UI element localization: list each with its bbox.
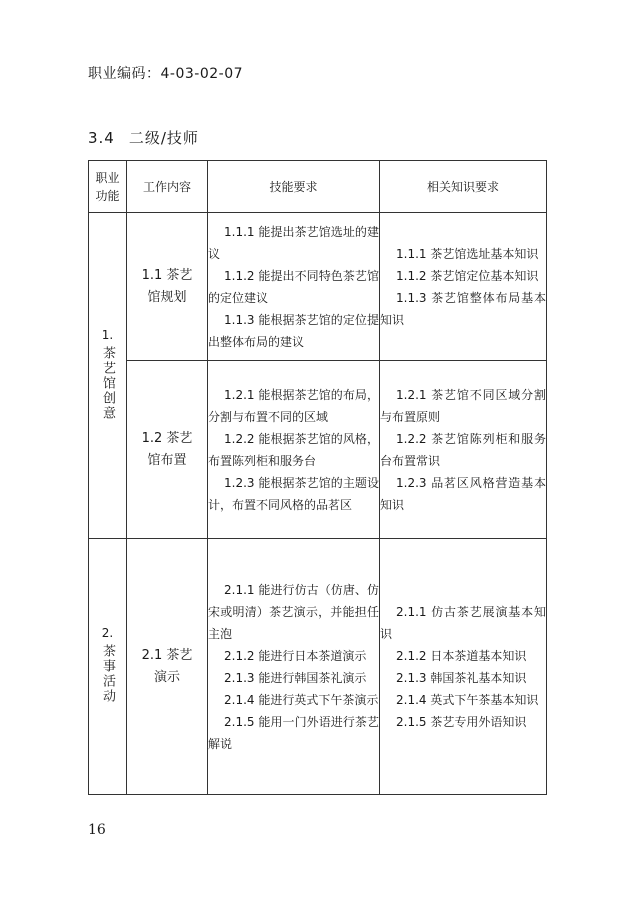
- skill-item: 2.1.2 能进行日本茶道演示: [224, 648, 367, 663]
- skill-item: 1.1.3 能根据茶艺馆的定位提出整体布局的建议: [208, 312, 379, 349]
- knowledge-item: 1.1.2 茶艺馆定位基本知识: [396, 268, 539, 283]
- skill-item: 1.2.2 能根据茶艺馆的风格，布置陈列柜和服务台: [208, 431, 379, 468]
- work-content-line: 演示: [153, 669, 180, 685]
- work-content-cell: [127, 213, 208, 361]
- knowledge-item: 1.2.2 茶艺馆陈列柜和服务台布置常识: [380, 431, 546, 468]
- skill-cell: [208, 213, 380, 361]
- work-content-cell: [127, 539, 208, 795]
- skill-item: 1.1.1 能提出茶艺馆选址的建议: [208, 224, 379, 261]
- knowledge-item: 2.1.3 韩国茶礼基本知识: [396, 670, 527, 685]
- work-content-line: 1.2 茶艺: [141, 430, 193, 446]
- section-heading: [88, 127, 199, 148]
- header-knowledge-requirements: 相关知识要求: [380, 161, 547, 213]
- work-content-line: 馆规划: [147, 289, 187, 305]
- table-row: [89, 361, 547, 539]
- skill-item: 2.1.5 能用一门外语进行茶艺解说: [208, 714, 379, 751]
- knowledge-cell: [380, 539, 547, 795]
- section-title-text: 二级/技师: [128, 129, 199, 147]
- skill-item: 1.1.2 能提出不同特色茶艺馆的定位建议: [208, 268, 379, 305]
- header-function-line1: 职业: [95, 170, 120, 185]
- skill-item: 2.1.3 能进行韩国茶礼演示: [224, 670, 367, 685]
- page-number: 16: [88, 822, 106, 838]
- skill-item: 2.1.1 能进行仿古（仿唐、仿宋或明清）茶艺演示，并能担任主泡: [208, 582, 379, 641]
- function-number: 1.: [101, 327, 114, 342]
- skill-standard-table: [88, 160, 547, 795]
- header-function: [89, 161, 127, 213]
- header-skill-requirements: 技能要求: [208, 161, 380, 213]
- knowledge-item: 2.1.4 英式下午茶基本知识: [396, 692, 539, 707]
- skill-item: 2.1.4 能进行英式下午茶演示: [224, 692, 379, 707]
- table-row: [89, 213, 547, 361]
- knowledge-cell: [380, 361, 547, 539]
- work-content-cell: [127, 361, 208, 539]
- skill-item: 1.2.1 能根据茶艺馆的布局，分割与布置不同的区域: [208, 387, 379, 424]
- knowledge-item: 1.1.3 茶艺馆整体布局基本知识: [380, 290, 546, 327]
- knowledge-cell: [380, 213, 547, 361]
- function-cell-1: [89, 213, 127, 539]
- knowledge-item: 2.1.5 茶艺专用外语知识: [396, 714, 527, 729]
- skill-cell: [208, 361, 380, 539]
- knowledge-item: 1.2.3 品茗区风格营造基本知识: [380, 475, 546, 512]
- function-name: 茶事活动: [100, 644, 115, 704]
- work-content-line: 1.1 茶艺: [141, 267, 193, 283]
- table-row: [89, 539, 547, 795]
- work-content-line: 2.1 茶艺: [141, 647, 193, 663]
- knowledge-item: 2.1.2 日本茶道基本知识: [396, 648, 527, 663]
- function-name: 茶艺馆创意: [100, 345, 115, 421]
- header-function-line2: 功能: [95, 188, 120, 203]
- section-number: 3.4: [88, 129, 115, 147]
- table-header-row: [89, 161, 547, 213]
- function-number: 2.: [101, 626, 114, 640]
- function-cell-2: [89, 539, 127, 795]
- skill-item: 1.2.3 能根据茶艺馆的主题设计，布置不同风格的品茗区: [208, 475, 379, 512]
- knowledge-item: 2.1.1 仿古茶艺展演基本知识: [380, 604, 546, 641]
- work-content-line: 馆布置: [147, 452, 187, 468]
- knowledge-item: 1.2.1 茶艺馆不同区域分割与布置原则: [380, 387, 546, 424]
- header-work-content: 工作内容: [127, 161, 208, 213]
- skill-cell: [208, 539, 380, 795]
- knowledge-item: 1.1.1 茶艺馆选址基本知识: [396, 246, 539, 261]
- occupation-code: 职业编码：4-03-02-07: [88, 66, 244, 82]
